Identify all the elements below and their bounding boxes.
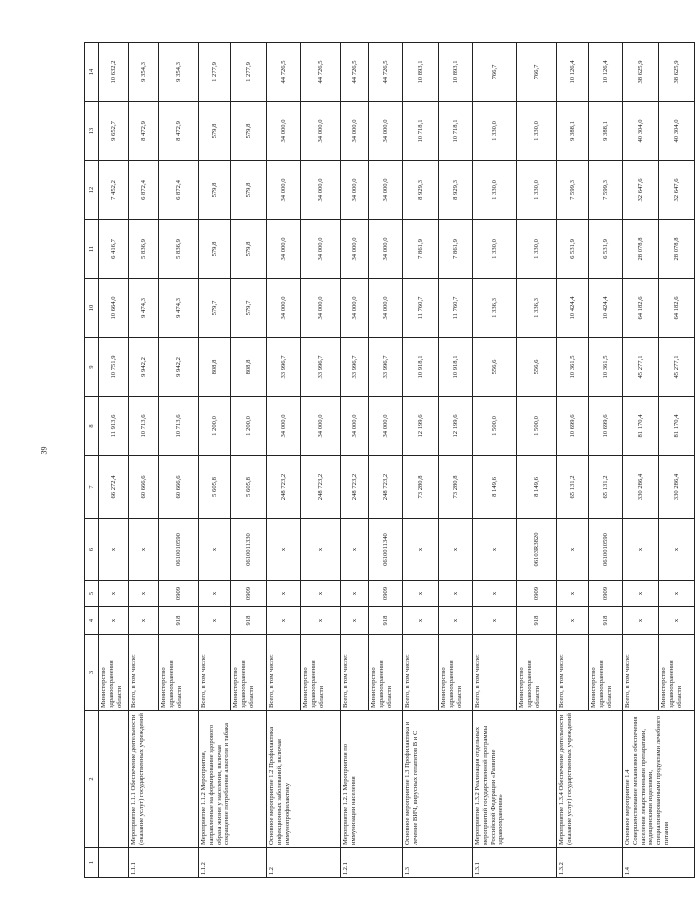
amount-cell: 9 388,1 [589, 102, 623, 161]
table-row [557, 43, 589, 878]
amount-cell: 9 354,3 [129, 43, 159, 102]
ministry-code: х [301, 607, 341, 635]
section-code: х [623, 581, 659, 607]
amount-cell: 34 000,0 [369, 161, 403, 220]
header-cell: 3 [85, 635, 99, 711]
amount-cell: 64 182,6 [659, 279, 695, 338]
amount-cell: 66 272,4 [99, 456, 129, 519]
amount-cell: 10 361,5 [557, 338, 589, 397]
ministry-code: х [199, 607, 231, 635]
amount-cell: 38 625,9 [623, 43, 659, 102]
amount-cell: 7 452,2 [99, 161, 129, 220]
amount-cell: 45 277,1 [659, 338, 695, 397]
amount-cell: 81 170,4 [623, 397, 659, 456]
row-description: Мероприятие 1.2.1 Мероприятия по иммунизации населения [341, 711, 403, 848]
amount-cell: 1 330,0 [473, 220, 517, 279]
ministry-code: х [99, 607, 129, 635]
target-article-code: х [439, 519, 473, 581]
amount-cell: 32 647,6 [623, 161, 659, 220]
amount-cell: 766,7 [517, 43, 557, 102]
target-article-code: х [199, 519, 231, 581]
header-cell: 10 [85, 279, 99, 338]
amount-cell: 10 713,6 [159, 397, 199, 456]
amount-cell: 10 699,6 [589, 397, 623, 456]
amount-cell: 34 000,0 [341, 279, 369, 338]
amount-cell: 6 872,4 [129, 161, 159, 220]
amount-cell: 34 000,0 [341, 220, 369, 279]
amount-cell: 10 361,5 [589, 338, 623, 397]
header-cell: 4 [85, 607, 99, 635]
target-article-code: 0610010590 [159, 519, 199, 581]
header-cell: 8 [85, 397, 99, 456]
amount-cell: 7 599,3 [557, 161, 589, 220]
amount-cell: 579,8 [231, 102, 267, 161]
amount-cell: 1 336,3 [517, 279, 557, 338]
amount-cell: 60 666,6 [159, 456, 199, 519]
amount-cell: 8 929,3 [439, 161, 473, 220]
funding-source: Министерство здравоохранения области [659, 635, 695, 711]
funding-source: Всего, в том числе: [129, 635, 159, 711]
amount-cell: 579,7 [231, 279, 267, 338]
amount-cell: 248 723,2 [301, 456, 341, 519]
amount-cell: 8 149,6 [517, 456, 557, 519]
amount-cell: 10 918,1 [403, 338, 439, 397]
amount-cell: 65 131,2 [589, 456, 623, 519]
ministry-code: 918 [159, 607, 199, 635]
table-row [473, 43, 517, 878]
funding-source: Министерство здравоохранения области [159, 635, 199, 711]
section-code: х [129, 581, 159, 607]
table-row [403, 43, 439, 878]
amount-cell: 34 000,0 [369, 220, 403, 279]
amount-cell: 1 330,0 [473, 161, 517, 220]
amount-cell: 10 424,4 [589, 279, 623, 338]
amount-cell: 1 200,0 [231, 397, 267, 456]
ministry-code: х [129, 607, 159, 635]
amount-cell: 34 000,0 [267, 279, 301, 338]
amount-cell: 9 942,2 [159, 338, 199, 397]
amount-cell: 6 531,9 [557, 220, 589, 279]
amount-cell: 65 131,2 [557, 456, 589, 519]
table-row [129, 43, 159, 878]
amount-cell: 7 861,9 [403, 220, 439, 279]
amount-cell: 44 726,5 [267, 43, 301, 102]
amount-cell: 34 000,0 [301, 161, 341, 220]
target-article-code: х [341, 519, 369, 581]
amount-cell: 44 726,5 [341, 43, 369, 102]
target-article-code: х [659, 519, 695, 581]
header-cell: 12 [85, 161, 99, 220]
header-cell: 1 [85, 848, 99, 878]
ministry-code: х [439, 607, 473, 635]
table-row [623, 43, 659, 878]
funding-source: Министерство здравоохранения области [517, 635, 557, 711]
amount-cell: 34 000,0 [341, 397, 369, 456]
amount-cell: 9 652,7 [99, 102, 129, 161]
target-article-code: х [301, 519, 341, 581]
amount-cell: 579,8 [199, 220, 231, 279]
amount-cell: 10 718,1 [403, 102, 439, 161]
amount-cell: 38 625,9 [659, 43, 695, 102]
amount-cell: 10 664,0 [99, 279, 129, 338]
table-row [199, 43, 231, 878]
amount-cell: 73 280,8 [403, 456, 439, 519]
amount-cell: 248 723,2 [341, 456, 369, 519]
row-number: 1.2 [267, 848, 341, 878]
ministry-code: х [623, 607, 659, 635]
row-number: 1.1.2 [199, 848, 267, 878]
amount-cell: 6 416,7 [99, 220, 129, 279]
amount-cell: 34 000,0 [341, 161, 369, 220]
amount-cell: 81 170,4 [659, 397, 695, 456]
row-description: Мероприятие 1.3.2 Реализация отдельных мероприятий государственной программы Российской Федерации «Развитие здравоохранения» [473, 711, 557, 848]
section-code: х [659, 581, 695, 607]
amount-cell: 34 000,0 [301, 279, 341, 338]
row-number: 1.1.1 [129, 848, 199, 878]
amount-cell: 1 330,0 [517, 220, 557, 279]
amount-cell: 248 723,2 [267, 456, 301, 519]
row-number: 1.2.1 [341, 848, 403, 878]
amount-cell: 1 330,0 [517, 102, 557, 161]
header-row [85, 43, 99, 878]
amount-cell: 8 472,9 [129, 102, 159, 161]
section-code: х [403, 581, 439, 607]
amount-cell: 34 000,0 [267, 220, 301, 279]
header-cell: 6 [85, 519, 99, 581]
amount-cell: 7 861,9 [439, 220, 473, 279]
target-article-code: х [267, 519, 301, 581]
section-code: 0909 [369, 581, 403, 607]
funding-source: Всего, в том числе: [473, 635, 517, 711]
amount-cell: 34 000,0 [301, 220, 341, 279]
ministry-code: х [267, 607, 301, 635]
amount-cell: 579,8 [231, 220, 267, 279]
amount-cell: 1 330,0 [517, 161, 557, 220]
section-code: 0909 [589, 581, 623, 607]
funding-source: Всего, в том числе: [557, 635, 589, 711]
amount-cell: 10 893,1 [403, 43, 439, 102]
target-article-code: х [99, 519, 129, 581]
row-number [99, 848, 129, 878]
amount-cell: 5 836,9 [129, 220, 159, 279]
amount-cell: 556,6 [517, 338, 557, 397]
amount-cell: 45 277,1 [623, 338, 659, 397]
section-code: х [557, 581, 589, 607]
funding-source: Всего, в том числе: [267, 635, 301, 711]
amount-cell: 579,7 [199, 279, 231, 338]
amount-cell: 1 336,3 [473, 279, 517, 338]
amount-cell: 6 872,4 [159, 161, 199, 220]
amount-cell: 8 149,6 [473, 456, 517, 519]
funding-source: Министерство здравоохранения области [99, 635, 129, 711]
ministry-code: х [659, 607, 695, 635]
amount-cell: 11 913,6 [99, 397, 129, 456]
amount-cell: 1 200,0 [199, 397, 231, 456]
amount-cell: 11 760,7 [403, 279, 439, 338]
target-article-code: х [403, 519, 439, 581]
amount-cell: 34 000,0 [267, 102, 301, 161]
amount-cell: 5 605,8 [231, 456, 267, 519]
section-code: х [267, 581, 301, 607]
header-cell: 9 [85, 338, 99, 397]
target-article-code: 0610010590 [589, 519, 623, 581]
amount-cell: 766,7 [473, 43, 517, 102]
amount-cell: 33 996,7 [341, 338, 369, 397]
amount-cell: 60 666,6 [129, 456, 159, 519]
amount-cell: 248 723,2 [369, 456, 403, 519]
amount-cell: 10 699,6 [557, 397, 589, 456]
funding-source: Министерство здравоохранения области [369, 635, 403, 711]
amount-cell: 10 713,6 [129, 397, 159, 456]
row-number: 1.4 [623, 848, 695, 878]
amount-cell: 33 996,7 [301, 338, 341, 397]
amount-cell: 10 424,4 [557, 279, 589, 338]
section-code: х [301, 581, 341, 607]
amount-cell: 34 000,0 [341, 102, 369, 161]
amount-cell: 556,6 [473, 338, 517, 397]
section-code: 0909 [159, 581, 199, 607]
amount-cell: 330 286,4 [623, 456, 659, 519]
amount-cell: 10 126,4 [557, 43, 589, 102]
row-number: 1.3.2 [557, 848, 623, 878]
amount-cell: 1 277,9 [199, 43, 231, 102]
amount-cell: 12 199,6 [403, 397, 439, 456]
amount-cell: 34 000,0 [369, 102, 403, 161]
section-code: х [199, 581, 231, 607]
funding-source: Министерство здравоохранения области [439, 635, 473, 711]
amount-cell: 8 472,9 [159, 102, 199, 161]
header-cell: 5 [85, 581, 99, 607]
rotated-table-wrapper [84, 43, 683, 878]
amount-cell: 10 718,1 [439, 102, 473, 161]
amount-cell: 10 632,2 [99, 43, 129, 102]
amount-cell: 7 599,3 [589, 161, 623, 220]
funding-source: Всего, в том числе: [403, 635, 439, 711]
section-code: х [473, 581, 517, 607]
ministry-code: 918 [231, 607, 267, 635]
section-code: х [439, 581, 473, 607]
funding-source: Всего, в том числе: [623, 635, 659, 711]
amount-cell: 44 726,5 [301, 43, 341, 102]
target-article-code: 0610011340 [369, 519, 403, 581]
amount-cell: 9 474,3 [129, 279, 159, 338]
amount-cell: 579,8 [199, 102, 231, 161]
target-article-code: 0610011330 [231, 519, 267, 581]
row-description: Мероприятие 1.1.2 Мероприятия, направленные на формирование здорового образа жизни у населения, включая сокращение потребления алкоголя и табака [199, 711, 267, 848]
header-cell: 2 [85, 711, 99, 848]
amount-cell: 10 126,4 [589, 43, 623, 102]
amount-cell: 64 182,6 [623, 279, 659, 338]
row-description: Мероприятие 1.1.1 Обеспечение деятельности (оказание услуг) государственных учреждений [129, 711, 199, 848]
ministry-code: х [403, 607, 439, 635]
table-row [99, 43, 129, 878]
amount-cell: 33 996,7 [369, 338, 403, 397]
amount-cell: 40 304,0 [623, 102, 659, 161]
amount-cell: 32 647,6 [659, 161, 695, 220]
target-article-code: 06103R3820 [517, 519, 557, 581]
page-number: 39 [39, 446, 49, 455]
amount-cell: 330 286,4 [659, 456, 695, 519]
ministry-code: 918 [517, 607, 557, 635]
funding-source: Всего, в том числе: [341, 635, 369, 711]
funding-source: Министерство здравоохранения области [231, 635, 267, 711]
amount-cell: 579,8 [199, 161, 231, 220]
section-code: 0909 [517, 581, 557, 607]
amount-cell: 34 000,0 [369, 279, 403, 338]
amount-cell: 6 531,9 [589, 220, 623, 279]
amount-cell: 579,8 [231, 161, 267, 220]
row-description: Основное мероприятие 1.3 Профилактика и лечение ВИЧ, вирусных гепатитов В и С [403, 711, 473, 848]
amount-cell: 33 996,7 [267, 338, 301, 397]
header-cell: 7 [85, 456, 99, 519]
funding-source: Министерство здравоохранения области [589, 635, 623, 711]
row-description: Основное мероприятие 1.4 Совершенствование механизмов обеспечения населения лекарственными препаратами, медицинскими изделиями, специализированными продуктами лечебного питания [623, 711, 695, 848]
amount-cell: 34 000,0 [301, 102, 341, 161]
amount-cell: 9 388,1 [557, 102, 589, 161]
amount-cell: 9 474,3 [159, 279, 199, 338]
row-description: Мероприятие 1.3.4 Обеспечение деятельности (оказание услуг) государственных учреждений [557, 711, 623, 848]
amount-cell: 5 605,8 [199, 456, 231, 519]
amount-cell: 808,8 [199, 338, 231, 397]
ministry-code: х [341, 607, 369, 635]
amount-cell: 8 929,3 [403, 161, 439, 220]
budget-table [84, 42, 695, 878]
amount-cell: 44 726,5 [369, 43, 403, 102]
header-cell: 13 [85, 102, 99, 161]
amount-cell: 5 836,9 [159, 220, 199, 279]
ministry-code: х [557, 607, 589, 635]
ministry-code: 918 [369, 607, 403, 635]
target-article-code: х [557, 519, 589, 581]
header-cell: 11 [85, 220, 99, 279]
amount-cell: 10 751,9 [99, 338, 129, 397]
row-number: 1.3.1 [473, 848, 557, 878]
amount-cell: 28 078,8 [623, 220, 659, 279]
funding-source: Министерство здравоохранения области [301, 635, 341, 711]
header-cell: 14 [85, 43, 99, 102]
section-code: 0909 [231, 581, 267, 607]
amount-cell: 12 199,6 [439, 397, 473, 456]
row-description [99, 711, 129, 848]
amount-cell: 9 354,3 [159, 43, 199, 102]
amount-cell: 73 280,8 [439, 456, 473, 519]
amount-cell: 1 330,0 [473, 102, 517, 161]
target-article-code: х [623, 519, 659, 581]
section-code: х [341, 581, 369, 607]
amount-cell: 34 000,0 [267, 161, 301, 220]
amount-cell: 1 500,0 [517, 397, 557, 456]
amount-cell: 1 500,0 [473, 397, 517, 456]
amount-cell: 808,8 [231, 338, 267, 397]
amount-cell: 10 893,1 [439, 43, 473, 102]
amount-cell: 10 918,1 [439, 338, 473, 397]
amount-cell: 34 000,0 [267, 397, 301, 456]
section-code: х [99, 581, 129, 607]
table-row [341, 43, 369, 878]
ministry-code: 918 [589, 607, 623, 635]
amount-cell: 34 000,0 [301, 397, 341, 456]
row-description: Основное мероприятие 1.2 Профилактика инфекционных заболеваний, включая иммунопрофилактику [267, 711, 341, 848]
amount-cell: 9 942,2 [129, 338, 159, 397]
ministry-code: х [473, 607, 517, 635]
amount-cell: 11 760,7 [439, 279, 473, 338]
amount-cell: 40 304,0 [659, 102, 695, 161]
target-article-code: х [129, 519, 159, 581]
amount-cell: 28 078,8 [659, 220, 695, 279]
amount-cell: 1 277,9 [231, 43, 267, 102]
row-number: 1.3 [403, 848, 473, 878]
amount-cell: 34 000,0 [369, 397, 403, 456]
target-article-code: х [473, 519, 517, 581]
funding-source: Всего, в том числе: [199, 635, 231, 711]
table-row [267, 43, 301, 878]
